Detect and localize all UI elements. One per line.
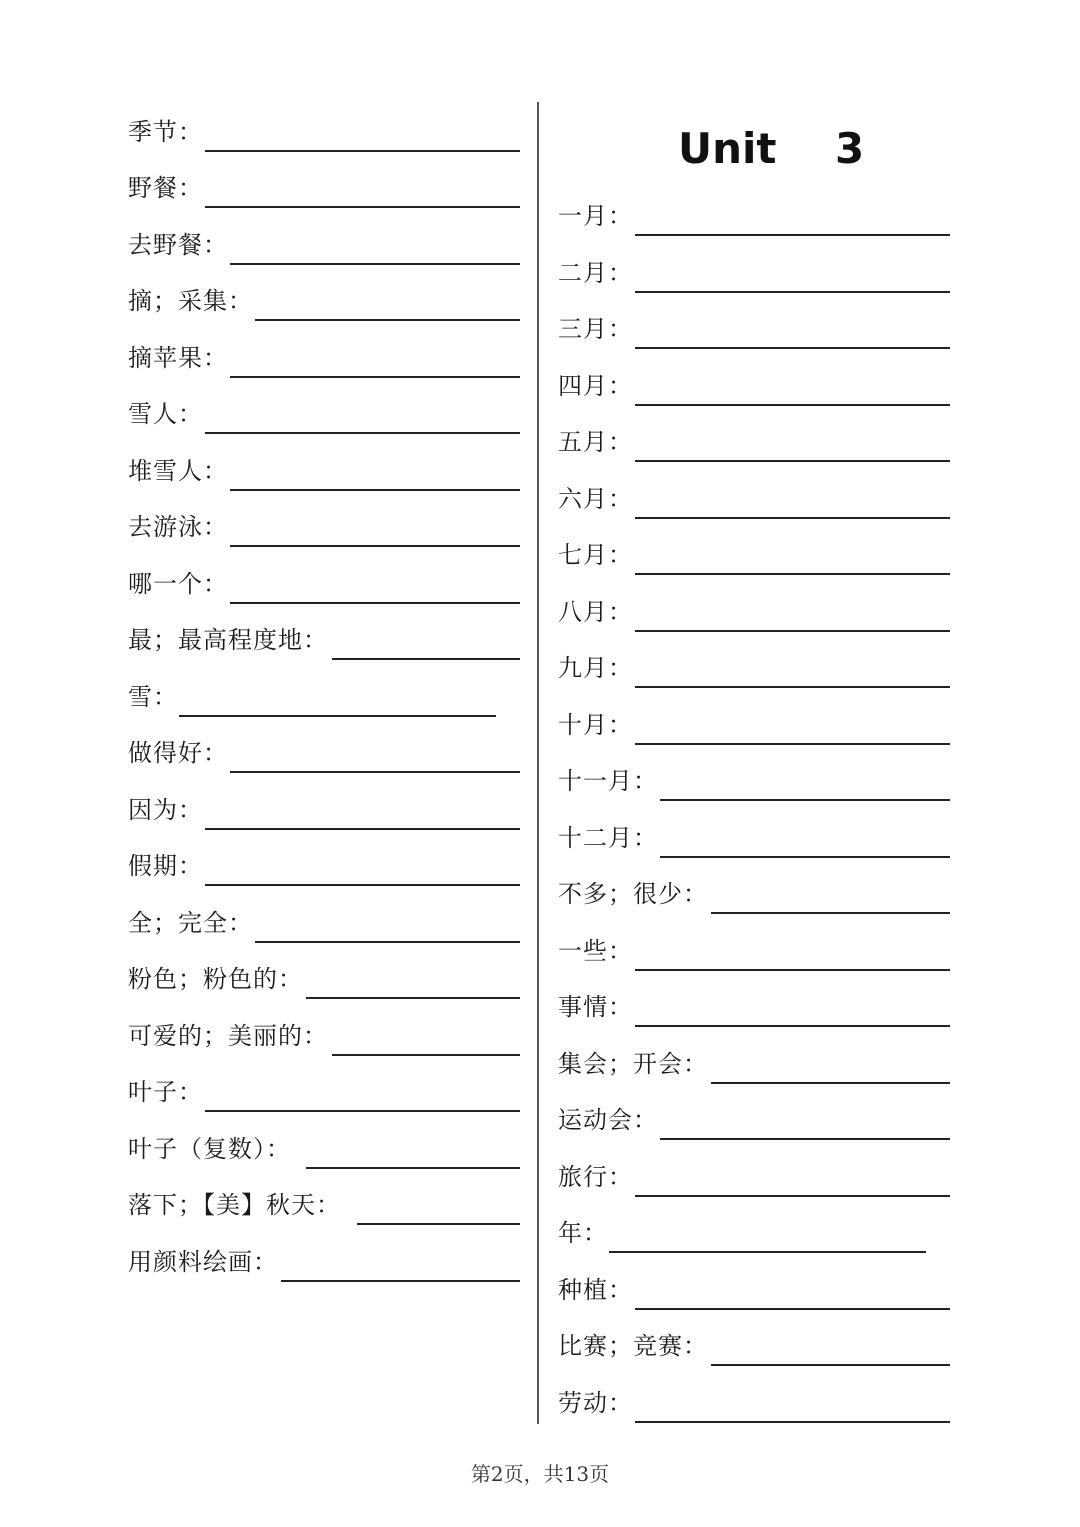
- vocab-prompt: 集会；开会：: [558, 1050, 708, 1078]
- vocab-row: [558, 1084, 950, 1140]
- answer-line[interactable]: [357, 1223, 520, 1225]
- vocab-prompt: 八月：: [558, 598, 633, 626]
- vocab-row: [128, 378, 520, 434]
- vocab-prompt: 劳动：: [558, 1389, 633, 1417]
- answer-line[interactable]: [205, 1110, 520, 1112]
- vocab-prompt: 雪：: [128, 683, 178, 711]
- vocab-row: [558, 745, 950, 801]
- vocab-row: [558, 463, 950, 519]
- answer-line[interactable]: [635, 686, 950, 688]
- vocab-row: [128, 1226, 520, 1282]
- vocab-prompt: 堆雪人：: [128, 457, 228, 485]
- vocab-row: [558, 1197, 950, 1253]
- vocab-prompt: 比赛；竞赛：: [558, 1332, 708, 1360]
- answer-line[interactable]: [635, 460, 950, 462]
- answer-line[interactable]: [660, 1138, 950, 1140]
- vocab-row: [128, 1169, 520, 1225]
- unit-title: Unit 3: [678, 124, 865, 173]
- answer-line[interactable]: [205, 206, 520, 208]
- vocab-row: [128, 1056, 520, 1112]
- vocab-row: [128, 887, 520, 943]
- vocab-row: [128, 322, 520, 378]
- vocab-prompt: 去野餐：: [128, 231, 228, 259]
- vocab-row: [558, 237, 950, 293]
- vocab-row: [128, 717, 520, 773]
- right-column: [558, 0, 950, 1527]
- vocab-prompt: 野餐：: [128, 174, 203, 202]
- vocab-prompt: 五月：: [558, 428, 633, 456]
- vocab-row: [128, 96, 520, 152]
- vocab-prompt: 用颜料绘画：: [128, 1248, 278, 1276]
- vocab-prompt: 不多；很少：: [558, 880, 708, 908]
- vocab-prompt: 去游泳：: [128, 513, 228, 541]
- vocab-row: [558, 1254, 950, 1310]
- page-number: 第2页，共13页: [470, 1462, 610, 1486]
- answer-line[interactable]: [332, 658, 520, 660]
- answer-line[interactable]: [255, 319, 520, 321]
- vocab-row: [558, 1310, 950, 1366]
- vocab-row: [128, 435, 520, 491]
- vocab-prompt: 二月：: [558, 259, 633, 287]
- vocab-row: [558, 180, 950, 236]
- vocab-row: [558, 350, 950, 406]
- vocab-prompt: 粉色；粉色的：: [128, 965, 303, 993]
- vocab-prompt: 可爱的；美丽的：: [128, 1022, 328, 1050]
- vocab-prompt: 九月：: [558, 654, 633, 682]
- vocab-row: [128, 1113, 520, 1169]
- vocab-row: [128, 830, 520, 886]
- vocab-prompt: 十月：: [558, 711, 633, 739]
- vocab-prompt: 种植：: [558, 1276, 633, 1304]
- vocab-prompt: 十二月：: [558, 824, 658, 852]
- vocab-row: [128, 548, 520, 604]
- vocab-prompt: 叶子（复数）：: [128, 1135, 291, 1163]
- answer-line[interactable]: [609, 1251, 926, 1253]
- vocab-row: [558, 858, 950, 914]
- vocab-row: [558, 1141, 950, 1197]
- vocab-row: [128, 661, 520, 717]
- vocab-row: [128, 491, 520, 547]
- answer-line[interactable]: [711, 1364, 950, 1366]
- vocab-row: [558, 1028, 950, 1084]
- column-divider: [537, 102, 539, 1424]
- vocab-row: [558, 915, 950, 971]
- answer-line[interactable]: [205, 432, 520, 434]
- vocab-row: [558, 406, 950, 462]
- vocab-row: [128, 604, 520, 660]
- vocab-row: [128, 265, 520, 321]
- vocab-row: [558, 519, 950, 575]
- vocab-row: [558, 689, 950, 745]
- answer-line[interactable]: [635, 347, 950, 349]
- vocab-prompt: 摘苹果：: [128, 344, 228, 372]
- left-column: [128, 0, 520, 1527]
- vocab-prompt: 运动会：: [558, 1106, 658, 1134]
- answer-line[interactable]: [635, 1421, 950, 1423]
- vocab-row: [128, 774, 520, 830]
- vocab-row: [128, 943, 520, 999]
- vocab-prompt: 事情：: [558, 993, 633, 1021]
- vocab-row: [558, 971, 950, 1027]
- vocab-prompt: 假期：: [128, 852, 203, 880]
- answer-line[interactable]: [660, 799, 950, 801]
- vocab-prompt: 叶子：: [128, 1078, 203, 1106]
- answer-line[interactable]: [205, 884, 520, 886]
- vocab-prompt: 雪人：: [128, 400, 203, 428]
- vocab-row: [558, 576, 950, 632]
- vocab-prompt: 四月：: [558, 372, 633, 400]
- vocab-prompt: 一些：: [558, 937, 633, 965]
- vocab-row: [558, 802, 950, 858]
- vocab-prompt: 因为：: [128, 796, 203, 824]
- vocab-prompt: 最；最高程度地：: [128, 626, 328, 654]
- answer-line[interactable]: [635, 234, 950, 236]
- answer-line[interactable]: [230, 545, 520, 547]
- vocab-row: [558, 632, 950, 688]
- vocab-prompt: 一月：: [558, 202, 633, 230]
- vocab-prompt: 哪一个：: [128, 570, 228, 598]
- vocab-prompt: 七月：: [558, 541, 633, 569]
- vocab-prompt: 旅行：: [558, 1163, 633, 1191]
- answer-line[interactable]: [281, 1280, 520, 1282]
- vocab-prompt: 全；完全：: [128, 909, 253, 937]
- vocab-prompt: 三月：: [558, 315, 633, 343]
- vocab-prompt: 十一月：: [558, 767, 658, 795]
- vocab-prompt: 年：: [558, 1219, 608, 1247]
- answer-line[interactable]: [635, 1025, 950, 1027]
- vocab-prompt: 六月：: [558, 485, 633, 513]
- answer-line[interactable]: [230, 771, 520, 773]
- answer-line[interactable]: [306, 997, 520, 999]
- vocab-prompt: 季节：: [128, 118, 203, 146]
- vocab-row: [128, 1000, 520, 1056]
- answer-line[interactable]: [635, 573, 950, 575]
- vocab-row: [558, 293, 950, 349]
- vocab-row: [558, 1367, 950, 1423]
- vocab-prompt: 做得好：: [128, 739, 228, 767]
- vocab-row: [128, 152, 520, 208]
- vocab-row: [128, 209, 520, 265]
- answer-line[interactable]: [711, 912, 950, 914]
- vocab-prompt: 摘；采集：: [128, 287, 253, 315]
- vocab-prompt: 落下；【美】秋天：: [128, 1191, 341, 1219]
